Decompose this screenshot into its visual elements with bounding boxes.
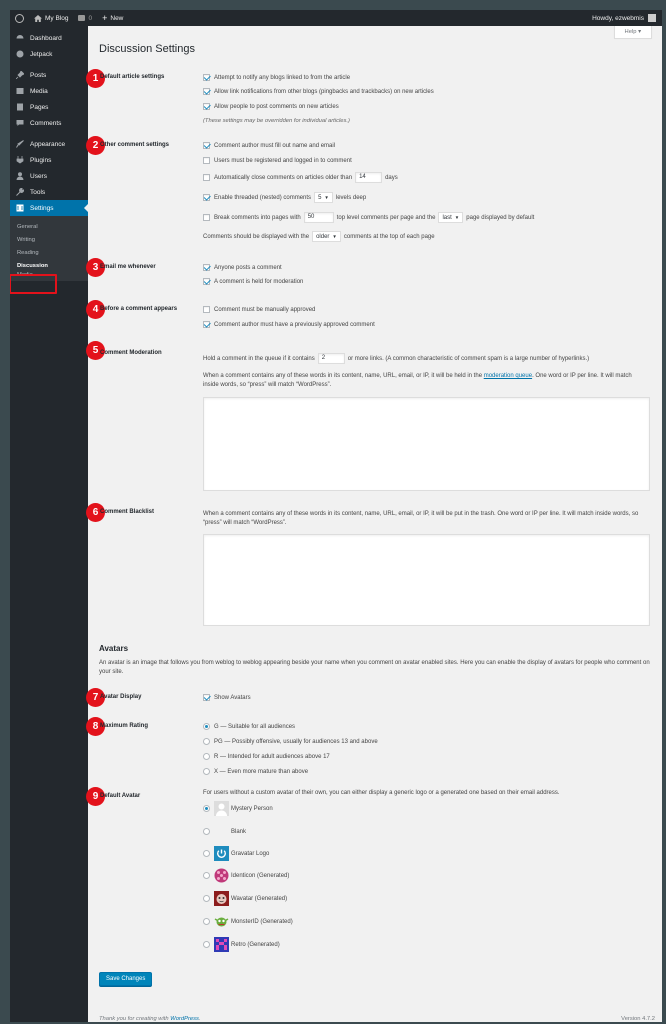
new-content-link[interactable] [97,10,128,26]
previously-approved-checkbox[interactable] [203,321,375,328]
sidebar-item-tools[interactable] [10,184,88,200]
maximum-rating-label: Maximum Rating [100,723,149,729]
site-name-link[interactable] [29,10,73,26]
settings-submenu [10,216,88,281]
default-article-label: Default article settings [100,74,165,80]
pages-icon [16,103,24,111]
avatar-gravatar-logo[interactable] [203,846,269,861]
option-text: Enable threaded (nested) comments [214,194,312,201]
paged-comments-checkbox[interactable] [203,214,210,221]
checkbox-checked[interactable] [203,278,210,285]
radio-selected[interactable] [203,723,210,730]
select-value: older [316,233,330,240]
checkbox-checked[interactable] [203,264,210,271]
sidebar-item-plugins[interactable] [10,152,88,168]
option-text: page displayed by default [466,214,535,221]
checkbox-checked[interactable] [203,694,210,701]
paintbrush-icon [16,140,24,148]
wordpress-icon [15,14,24,23]
avatar-monsterid[interactable] [203,914,293,929]
email-held-moderation-checkbox[interactable] [203,278,303,285]
moderation-queue-link[interactable]: moderation queue [483,373,533,379]
submenu-reading[interactable]: Reading [17,249,39,256]
sidebar-label: Dashboard [30,34,62,42]
option-text: R — Intended for adult audiences above 17 [214,753,330,760]
wrench-icon [16,188,24,196]
option-text: Mystery Person [231,805,273,812]
checkbox-checked[interactable] [203,74,210,81]
step-badge-8: 8 [86,717,105,736]
monsterid-icon [214,914,229,929]
sidebar-item-settings[interactable] [10,200,88,216]
wordpress-link[interactable]: WordPress [170,1016,199,1022]
save-changes-button[interactable]: Save Changes [99,972,152,986]
account-menu[interactable] [592,14,662,22]
require-name-email-checkbox[interactable] [203,142,335,149]
threaded-comments-row [203,192,366,203]
sidebar-label: Pages [30,103,49,111]
step-badge-7: 7 [86,688,105,707]
step-badge-4: 4 [86,300,105,319]
option-text: X — Even more mature than above [214,768,309,775]
allow-comments-checkbox[interactable] [203,103,339,110]
option-text: or more links. (A common characteristic of comment spam is a large number of hyperlinks.) [347,355,590,362]
avatars-intro: An avatar is an image that follows you from weblog to weblog appearing beside your name when you comment on avatar enabled sites. Here you can enable the display of avatars for people who comment on your site. [99,660,650,676]
submenu-media[interactable]: Media [17,272,33,278]
option-text: G — Suitable for all audiences [214,723,296,730]
radio-unselected[interactable] [203,828,210,835]
checkbox-unchecked[interactable] [203,306,210,313]
comments-icon [16,119,24,127]
submenu-writing[interactable]: Writing [17,236,35,243]
rating-x-radio[interactable] [203,768,308,775]
browser-frame [10,10,662,1022]
admin-sidebar [10,26,88,1022]
option-text: PG — Possibly offensive, usually for audiences 13 and above [214,738,378,745]
option-text: Allow people to post comments on new articles [214,103,339,110]
checkbox-checked[interactable] [203,88,210,95]
show-avatars-checkbox[interactable] [203,694,251,701]
sidebar-label: Comments [30,119,62,127]
checkbox-checked[interactable] [203,103,210,110]
radio-selected[interactable] [203,805,210,812]
moderation-links-row [203,353,589,364]
sidebar-label: Media [30,87,48,95]
description-text: When a comment contains any of these words in its content, name, URL, email, or IP, it will be held in the [203,373,483,379]
step-badge-2: 2 [86,136,105,155]
chevron-down-icon: ▼ [454,215,460,220]
sidebar-item-comments[interactable] [10,115,88,131]
radio-unselected[interactable] [203,895,210,902]
moderation-description [203,372,648,391]
option-text: Retro (Generated) [231,941,280,948]
checkbox-unchecked[interactable] [203,157,210,164]
allow-pingbacks-checkbox[interactable] [203,88,434,95]
step-badge-9: 9 [86,787,105,806]
moderation-links-input[interactable]: 2 [318,353,345,364]
admin-bar [10,10,662,26]
blacklist-keys-textarea[interactable] [203,534,650,626]
sidebar-item-users[interactable] [10,168,88,184]
moderation-keys-textarea[interactable] [203,397,650,491]
jetpack-icon [16,50,24,58]
page-title: Discussion Settings [99,43,195,55]
option-text: levels deep [335,194,367,201]
retro-icon [214,937,229,952]
rating-g-radio[interactable] [203,723,295,730]
email-anyone-posts-checkbox[interactable] [203,264,282,271]
comment-bubble-icon [78,15,85,21]
chevron-down-icon: ▼ [324,195,329,200]
option-text: Comment author must have a previously approved comment [214,321,375,328]
plus-icon: + [102,12,108,23]
step-badge-6: 6 [86,503,105,522]
option-text: Users must be registered and logged in to comment [214,157,352,164]
avatar-mystery-person[interactable] [203,801,273,816]
submenu-general[interactable]: General [17,223,38,230]
sidebar-label: Tools [30,188,46,196]
identicon-icon [214,868,229,883]
wordpress-logo-button[interactable] [10,10,29,26]
email-me-label: Email me whenever [100,264,156,270]
moderation-label: Comment Moderation [100,350,162,356]
comments-link[interactable] [73,10,97,26]
option-text: Anyone posts a comment [214,264,282,271]
option-text: Identicon (Generated) [231,872,290,879]
media-icon [16,87,24,95]
option-text: MonsterID (Generated) [231,918,293,925]
user-avatar [648,14,656,22]
step-badge-5: 5 [86,341,105,360]
option-text: Comments should be displayed with the [203,233,310,240]
radio-unselected[interactable] [203,850,210,857]
default-page-select[interactable] [438,212,463,223]
blacklist-label: Comment Blacklist [100,509,155,515]
footer-thanks: Thank you for creating with WordPress. [99,1016,201,1022]
close-days-input[interactable]: 14 [355,172,382,183]
sidebar-label: Users [30,172,47,180]
override-note: (These settings may be overridden for individual articles.) [203,118,350,124]
greeting-text: Howdy, ezwebmis [592,14,644,22]
gravatar-logo-icon [214,846,229,861]
footer-version: Version 4.7.2 [621,1016,655,1022]
option-text: Show Avatars [214,694,251,701]
option-text: Break comments into pages with [214,214,301,221]
avatar-identicon[interactable] [203,868,289,883]
auto-close-checkbox[interactable] [203,174,210,181]
avatar-display-label: Avatar Display [100,694,142,700]
rating-r-radio[interactable] [203,753,330,760]
users-icon [16,172,24,180]
checkbox-checked[interactable] [203,142,210,149]
radio-unselected[interactable] [203,941,210,948]
new-label: New [110,14,124,22]
radio-unselected[interactable] [203,753,210,760]
mystery-person-icon [214,801,229,816]
main-content [88,26,662,1022]
option-text: Automatically close comments on articles older than [214,174,353,181]
site-name-label: My Blog [45,14,69,22]
comments-per-page-input[interactable]: 50 [304,212,334,223]
option-text: Allow link notifications from other blogs (pingbacks and trackbacks) on new articles [214,88,434,95]
step-badge-1: 1 [86,69,105,88]
step-badge-3: 3 [86,258,105,277]
sidebar-label: Posts [30,71,47,79]
sidebar-item-jetpack[interactable] [10,46,88,62]
sidebar-label: Settings [30,204,54,212]
pin-icon [16,71,24,79]
comment-count: 0 [88,14,93,22]
avatar-retro[interactable] [203,937,280,952]
chevron-down-icon: ▼ [332,234,337,239]
plug-icon [16,156,24,164]
submenu-discussion[interactable]: Discussion [17,262,48,269]
home-icon [34,15,42,22]
option-text: comments at the top of each page [343,233,435,240]
footer-text: Thank you for creating with [99,1016,169,1022]
avatar-wavatar[interactable] [203,891,287,906]
paged-comments-row [203,212,534,223]
description-text: . One word or IP per line. It will match inside words, so “press” will match “WordPress”. [203,373,632,389]
thread-depth-select[interactable] [314,192,333,203]
option-text: Gravatar Logo [231,850,270,857]
settings-icon [16,204,24,212]
sidebar-item-media[interactable] [10,83,88,99]
option-text: A comment is held for moderation [214,278,304,285]
dashboard-icon [16,34,24,42]
option-text: Blank [231,828,247,835]
threaded-checkbox[interactable] [203,194,210,201]
avatar-blank[interactable] [203,824,246,839]
auto-close-comments-row [203,172,398,183]
rating-pg-radio[interactable] [203,738,378,745]
radio-unselected[interactable] [203,738,210,745]
sidebar-label: Jetpack [30,50,53,58]
option-text: days [385,174,398,181]
select-value: 5 [318,194,322,201]
before-comment-label: Before a comment appears [100,306,178,312]
blacklist-description: When a comment contains any of these words in its content, name, URL, email, or IP, it will be put in the trash. One word or IP per line. It will match inside words, so “press” will match “WordPress”. [203,511,639,527]
option-text: Wavatar (Generated) [231,895,288,902]
radio-unselected[interactable] [203,768,210,775]
wavatar-icon [214,891,229,906]
avatars-heading: Avatars [99,644,129,653]
sidebar-item-dashboard[interactable] [10,30,88,46]
other-comment-label: Other comment settings [100,142,170,148]
discussion-highlight-box [10,274,57,294]
option-text: Comment must be manually approved [214,306,316,313]
option-text: Comment author must fill out name and email [214,142,336,149]
sidebar-label: Plugins [30,156,52,164]
comment-order-select[interactable] [312,231,341,242]
radio-unselected[interactable] [203,918,210,925]
sidebar-item-appearance[interactable] [10,136,88,152]
checkbox-checked[interactable] [203,321,210,328]
comment-order-row [203,231,435,242]
sidebar-item-posts[interactable] [10,67,88,83]
select-value: last [442,214,452,221]
blank-avatar-icon [214,824,229,839]
option-text: Hold a comment in the queue if it contains [203,355,315,362]
option-text: top level comments per page and the [336,214,436,221]
notify-blogs-checkbox[interactable] [203,74,350,81]
sidebar-item-pages[interactable] [10,99,88,115]
manual-approval-checkbox[interactable] [203,306,315,313]
default-avatar-label: Default Avatar [100,793,141,799]
sidebar-label: Appearance [30,140,66,148]
require-registration-checkbox[interactable] [203,157,352,164]
option-text: Attempt to notify any blogs linked to from the article [214,74,351,81]
help-tab-button[interactable]: Help ▾ [614,26,652,39]
default-avatar-description: For users without a custom avatar of their own, you can either display a generic logo or a generated one based on their email address. [203,790,560,796]
radio-unselected[interactable] [203,872,210,879]
